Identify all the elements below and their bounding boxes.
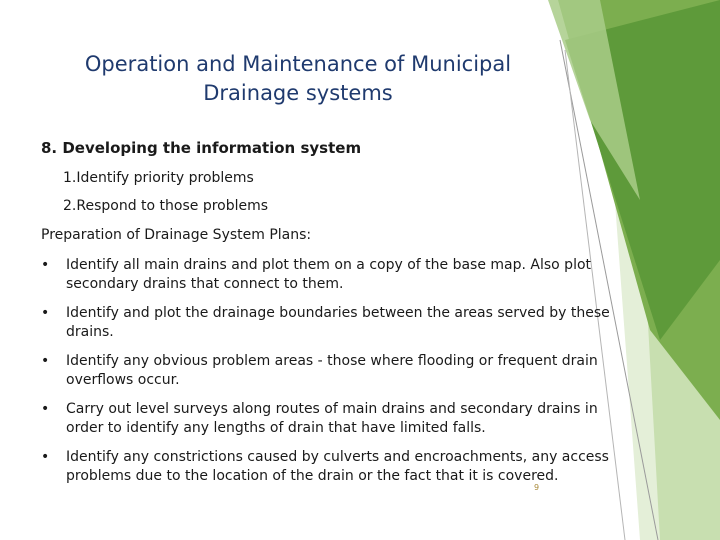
bullet-item-4 (41, 400, 616, 438)
bullet-symbol: • (41, 449, 50, 465)
section-heading: 8. Developing the information system (41, 139, 362, 157)
plans-intro: Preparation of Drainage System Plans: (41, 227, 312, 243)
bullet-item-2 (41, 304, 616, 342)
slide-title: Operation and Maintenance of Municipal Drainage systems (84, 52, 512, 105)
bullet-item-1 (41, 256, 616, 294)
bullet-symbol: • (41, 257, 50, 273)
bullet-symbol: • (41, 401, 50, 417)
slide-number: 9 (534, 483, 540, 492)
bullet-text: Identify and plot the drainage boundaries between the areas served by these drains. (66, 305, 610, 340)
bullet-item-5 (41, 448, 616, 486)
bullet-item-3 (41, 352, 616, 390)
bullet-text: Identify any constrictions caused by culverts and encroachments, any access problems due to the location of the drain or the fact that it is covered. (66, 449, 609, 484)
step-item-2: 2.Respond to those problems (63, 198, 269, 214)
bullet-text: Carry out level surveys along routes of main drains and secondary drains in order to identify any lengths of drain that have limited falls. (66, 401, 598, 436)
step-item-1: 1.Identify priority problems (63, 170, 254, 186)
bullet-symbol: • (41, 353, 50, 369)
bullet-symbol: • (41, 305, 50, 321)
bullet-text: Identify any obvious problem areas - those where flooding or frequent drain overflows occur. (66, 353, 598, 388)
bullet-text: Identify all main drains and plot them on a copy of the base map. Also plot secondary drains that connect to them. (66, 257, 592, 292)
